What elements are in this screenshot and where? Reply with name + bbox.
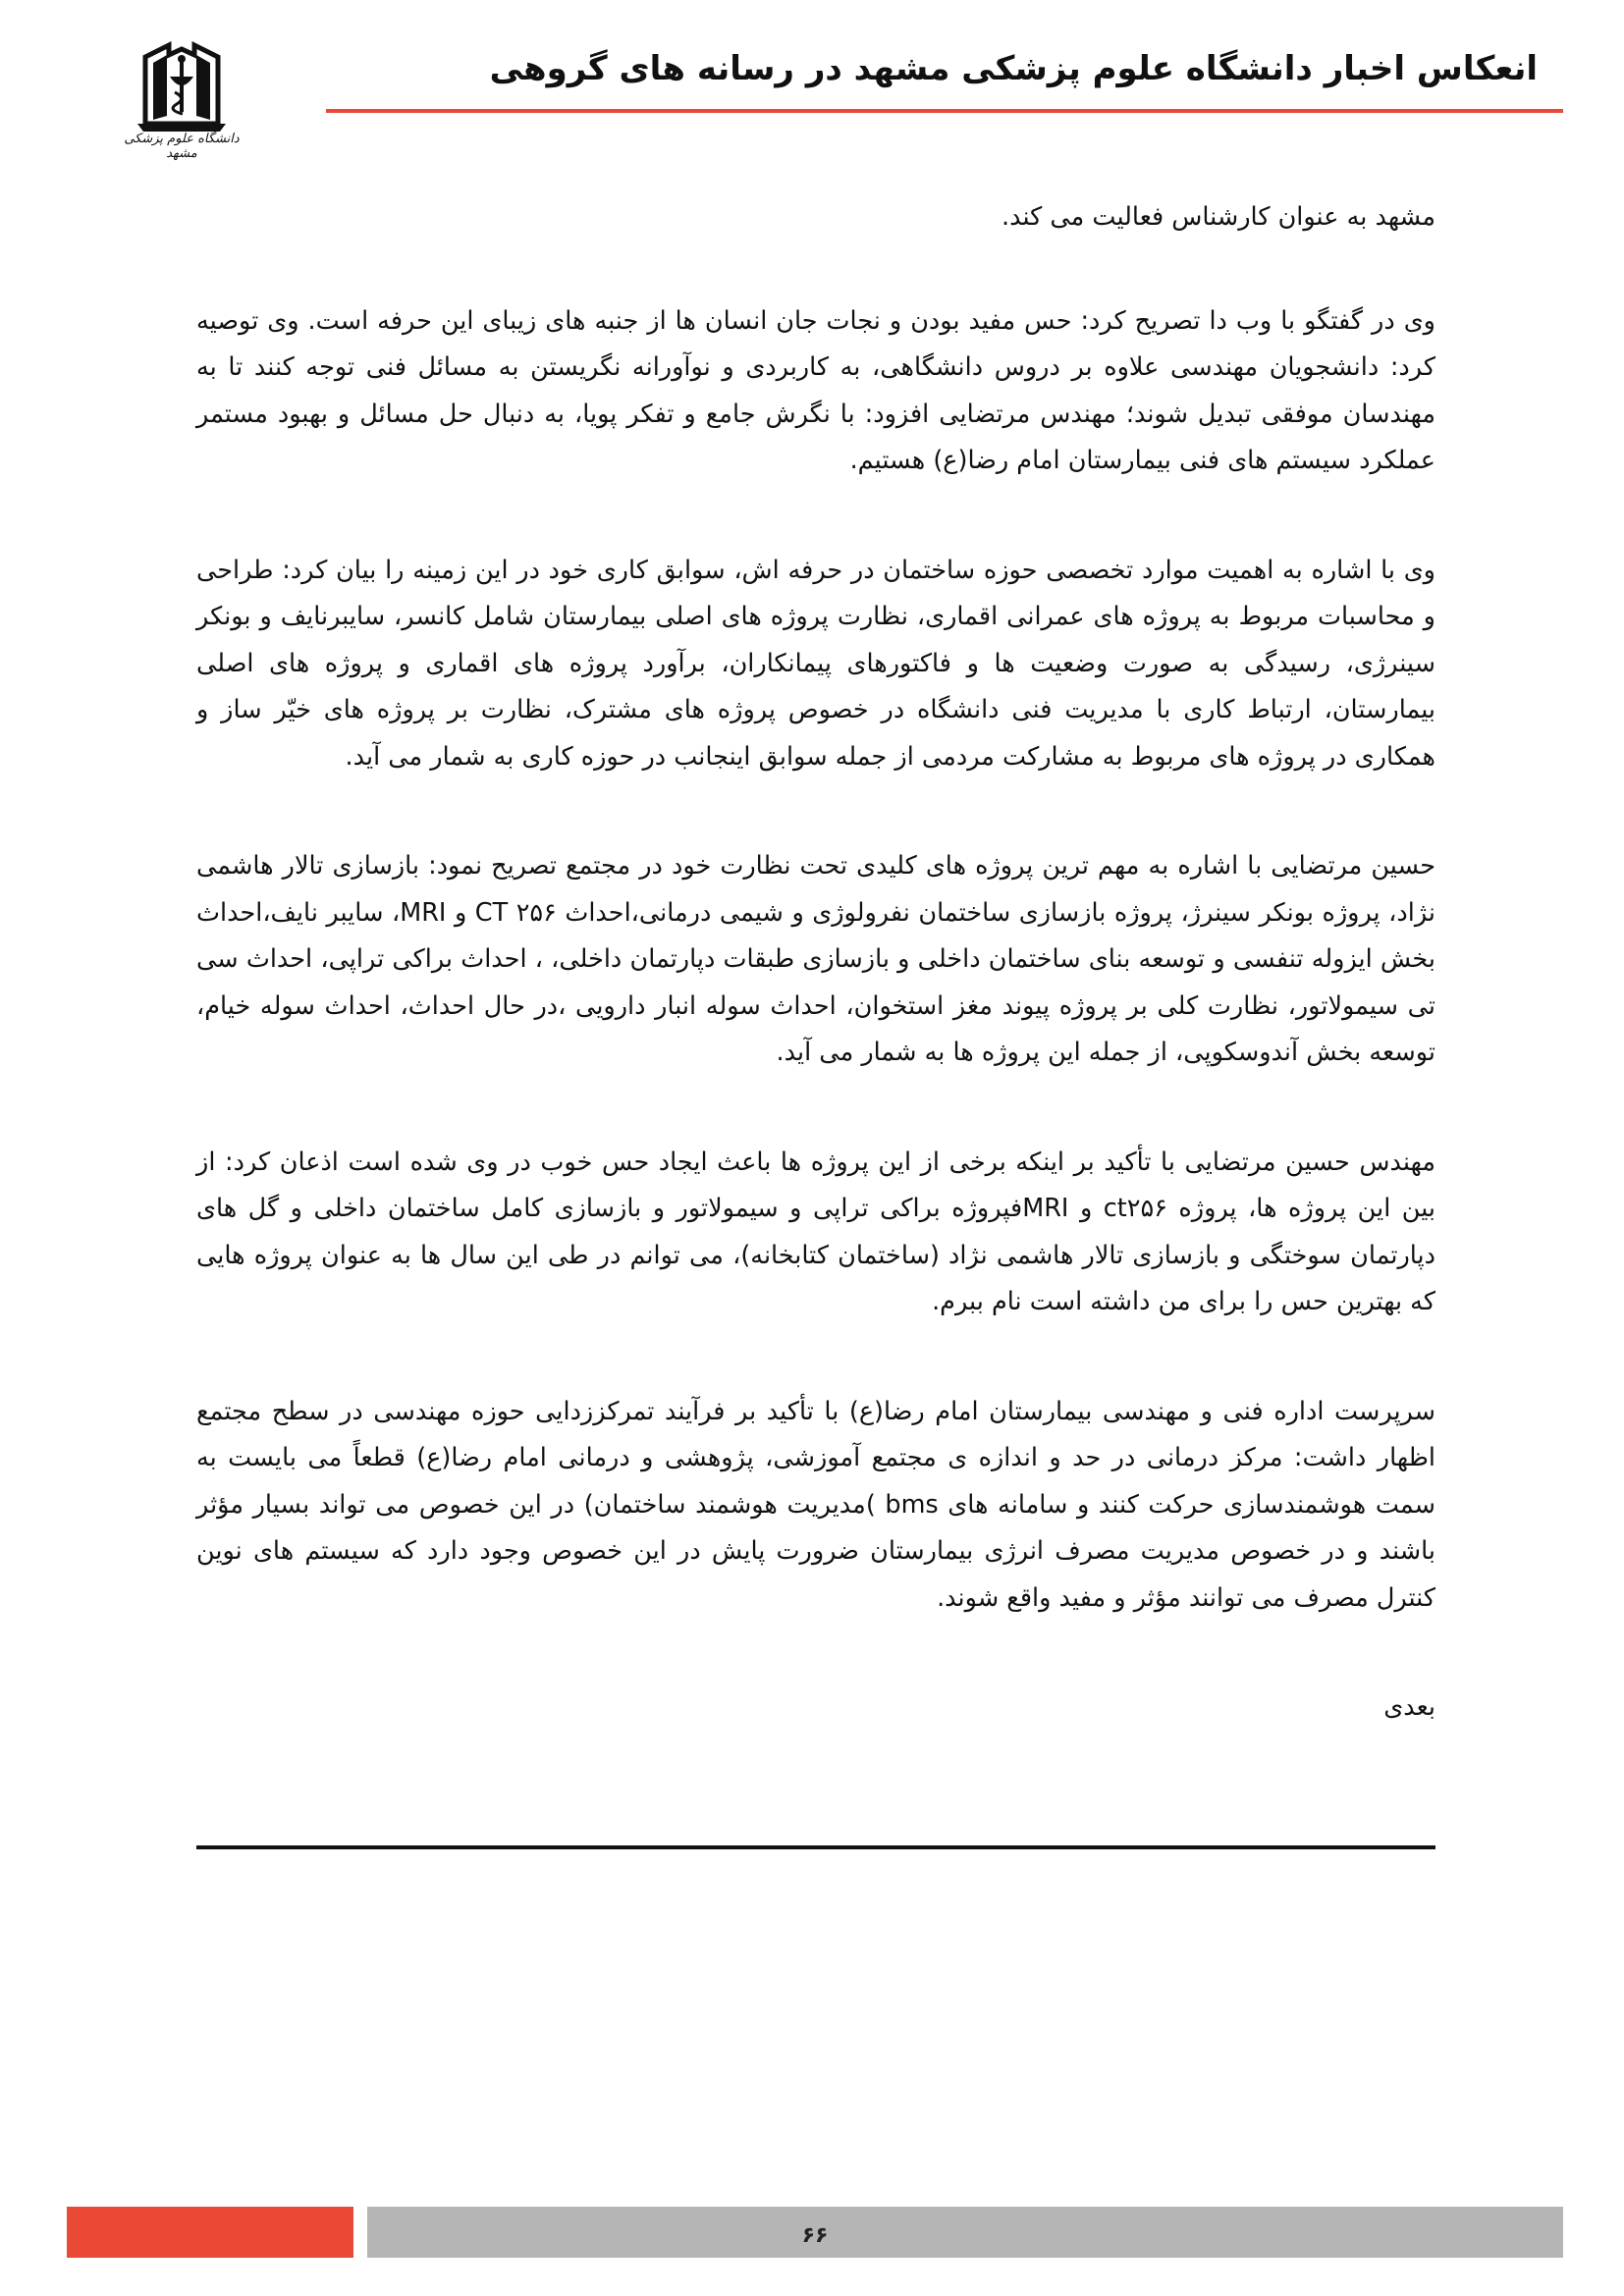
paragraph: وی با اشاره به اهمیت موارد تخصصی حوزه ساختمان در حرفه اش، سوابق کاری خود در این زمینه را بیان کرد: طراحی و محاسبات مربوط به پروژه های عمرانی اقماری، نظارت پروژه های اصلی بیمارستان شامل کانسر، سایبرنایف و بونکر سینرژی، رسیدگی به صورت وضعیت ها و فاکتورهای پیمانکاران، برآورد پروژه های اقماری و پروژه های اصلی بیمارستان، ارتباط کاری با مدیریت فنی دانشگاه در خصوص پروژه های مشترک، نظارت بر پروژه های خیّر ساز و همکاری در پروژه های مربوط به مشارکت مردمی از جمله سوابق اینجانب در حوزه کاری به شمار می آید. [196, 555, 1435, 772]
paragraph: وی در گفتگو با وب دا تصریح کرد: حس مفید بودن و نجات جان انسان ها از جنبه های زیبای این حرفه است. وی توصیه کرد: دانشجویان مهندسی علاوه بر دروس دانشگاهی، به کاربردی و نوآورانه نگریستن به مسائل فنی توجه کنند تا به مهندسان موفقی تبدیل شوند؛ مهندس مرتضایی افزود: با نگرش جامع و تفکر پویا، به دنبال حل مسائل و بهبود مستمر عملکرد سیستم های فنی بیمارستان امام رضا(ع) هستیم. [196, 305, 1435, 475]
paragraph: مشهد به عنوان کارشناس فعالیت می کند. [1001, 202, 1435, 232]
next-link[interactable]: بعدی [1383, 1692, 1435, 1722]
page-number: ۶۶ [801, 2223, 829, 2248]
footer-bar [367, 2207, 1563, 2258]
paragraph: حسین مرتضایی با اشاره به مهم ترین پروژه های کلیدی تحت نظارت خود در مجتمع تصریح نمود: بازسازی تالار هاشمی نژاد، پروژه بونکر سینرژ، پروژه بازسازی ساختمان نفرولوژی و شیمی درمانی،احداث ۲۵۶ CT و MRI، سایبر نایف،احداث بخش ایزوله تنفسی و توسعه بنای ساختمان داخلی و بازسازی طبقات دپارتمان داخلی، ، احداث براکی تراپی، احداث سی تی سیمولاتور، نظارت کلی بر پروژه پیوند مغز استخوان، احداث سوله انبار دارویی ،در حال احداث، احداث سوله خیام، توسعه بخش آندوسکوپی، از جمله این پروژه ها به شمار می آید. [196, 851, 1435, 1067]
paragraph: مهندس حسین مرتضایی با تأکید بر اینکه برخی از این پروژه ها باعث ایجاد حس خوب در وی شده است اذعان کرد: از بین این پروژه ها، پروژه ct۲۵۶ و MRIفپروژه براکی تراپی و سیمولاتور و بازسازی کامل ساختمان داخلی و گل های دپارتمان سوختگی و بازسازی تالار هاشمی نژاد (ساختمان کتابخانه)، می توانم در طی این سال ها به عنوان پروژه هایی که بهترین حس را برای من داشته است نام ببرم. [196, 1147, 1435, 1316]
article-body [196, 194, 1435, 1732]
footer-accent-bar [67, 2207, 353, 2258]
logo-caption: دانشگاه علوم پزشکی مشهد [124, 132, 240, 161]
content-divider [196, 1845, 1435, 1849]
paragraph: سرپرست اداره فنی و مهندسی بیمارستان امام رضا(ع) با تأکید بر فرآیند تمرکززدایی حوزه مهندسی در سطح مجتمع اظهار داشت: مرکز درمانی در حد و اندازه ی مجتمع آموزشی، پژوهشی و درمانی امام رضا(ع) قطعاً می بایست به سمت هوشمندسازی حرکت کنند و سامانه های bms )مدیریت هوشمند ساختمان) در این خصوص می تواند بسیار مؤثر باشند و در خصوص مدیریت مصرف انرژی بیمارستان ضرورت پایش در این خصوص وجود دارد که سیستم های نوین کنترل مصرف می توانند مؤثر و مفید واقع شوند. [196, 1396, 1436, 1613]
header-divider [326, 109, 1563, 113]
page-header-title: انعکاس اخبار دانشگاه علوم پزشکی مشهد در رسانه های گروهی [489, 49, 1538, 88]
university-logo [108, 37, 255, 165]
